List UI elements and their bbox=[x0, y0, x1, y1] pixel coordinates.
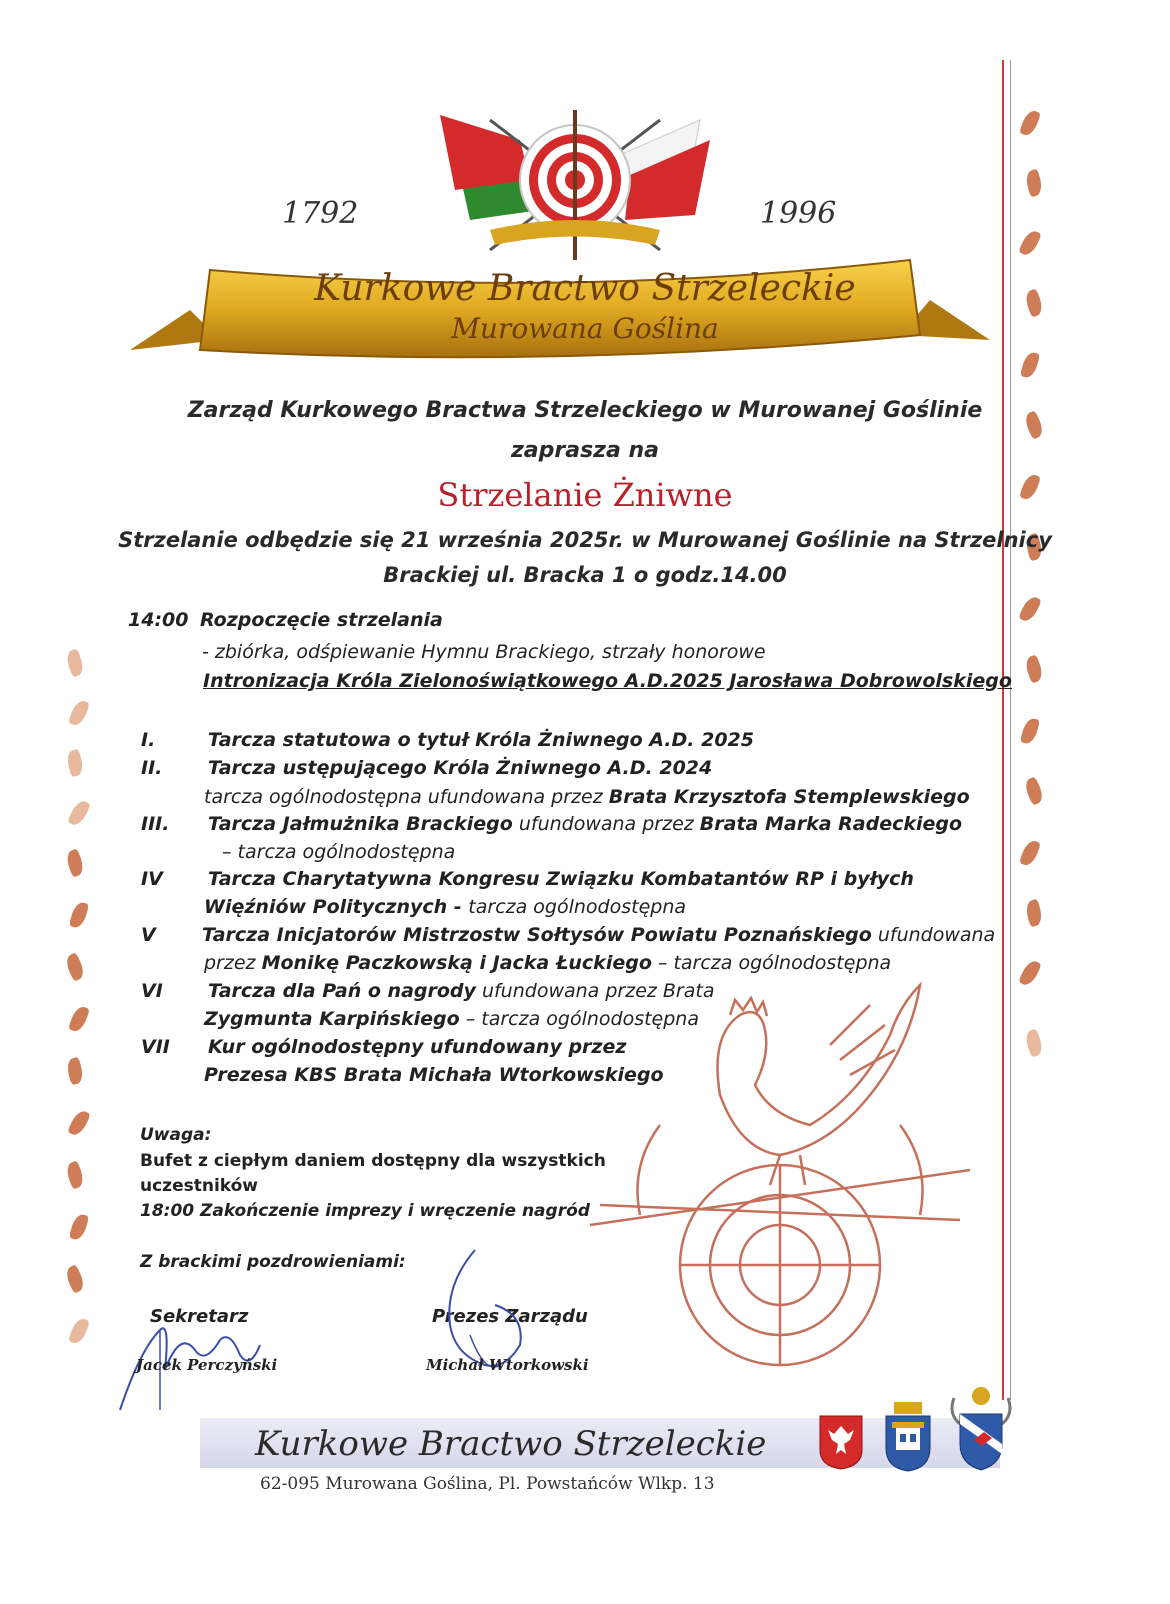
eagle-target-illustration bbox=[570, 975, 990, 1375]
target-subline: – tarcza ogólnodostępna bbox=[222, 841, 456, 863]
notes-label: Uwaga: bbox=[140, 1125, 212, 1145]
target-number: I. bbox=[141, 729, 156, 751]
target-number: II. bbox=[141, 757, 163, 779]
target-subline: tarcza ogólnodostępna ufundowana przez Brata Krzysztofa Stemplewskiego bbox=[204, 786, 970, 808]
greeting: Z brackimi pozdrowieniami: bbox=[140, 1252, 406, 1272]
footer-address: 62-095 Murowana Goślina, Pl. Powstańców Wlkp. 13 bbox=[260, 1474, 715, 1494]
target-subline: Więźniów Politycznych - tarcza ogólnodostępna bbox=[204, 896, 687, 918]
banner-title: Kurkowe Bractwo Strzeleckie bbox=[314, 268, 856, 309]
poland-eagle-crest-icon bbox=[818, 1414, 864, 1470]
intronization-line: Intronizacja Króla Zielonoświątkowego A.D.2025 Jarosława Dobrowolskiego bbox=[203, 670, 1012, 692]
target-title: Tarcza statutowa o tytuł Króla Żniwnego A.D. 2025 bbox=[208, 729, 754, 751]
target-subline: Zygmunta Karpińskiego – tarcza ogólnodostępna bbox=[204, 1008, 699, 1030]
notes-line3: 18:00 Zakończenie imprezy i wręczenie nagród bbox=[140, 1201, 590, 1221]
left-leaf-garland bbox=[60, 640, 100, 1360]
footer-org: Kurkowe Bractwo Strzeleckie bbox=[255, 1424, 767, 1464]
secretary-name: Jacek Perczyński bbox=[136, 1356, 278, 1374]
event-info-line1: Strzelanie odbędzie się 21 września 2025r. w Murowanej Goślinie na Strzelnicy bbox=[118, 528, 1052, 552]
secretary-role: Sekretarz bbox=[150, 1306, 249, 1327]
right-leaf-garland bbox=[1015, 90, 1055, 1090]
president-role: Prezes Zarządu bbox=[432, 1306, 588, 1327]
right-border-line-thin bbox=[1010, 60, 1011, 1400]
president-name: Michał Wtorkowski bbox=[426, 1356, 589, 1374]
schedule-details: - zbiórka, odśpiewanie Hymnu Brackiego, strzały honorowe bbox=[202, 641, 766, 663]
target-number: VII bbox=[141, 1036, 170, 1058]
target-subline: przez Monikę Paczkowską i Jacka Łuckiego – tarcza ogólnodostępna bbox=[204, 952, 892, 974]
target-title: Kur ogólnodostępny ufundowany przez bbox=[208, 1036, 627, 1058]
target-title: Tarcza Jałmużnika Brackiego ufundowana przez Brata Marka Radeckiego bbox=[208, 813, 963, 835]
murowana-goslina-crest-icon bbox=[946, 1384, 1016, 1474]
target-subline: Prezesa KBS Brata Michała Wtorkowskiego bbox=[204, 1064, 664, 1086]
year-right: 1996 bbox=[760, 196, 837, 231]
event-title: Strzelanie Żniwne bbox=[437, 476, 733, 514]
target-title: Tarcza Charytatywna Kongresu Związku Kombatantów RP i byłych bbox=[208, 868, 914, 890]
emblem-target-flags bbox=[430, 100, 720, 260]
right-border-line-red bbox=[1002, 60, 1004, 1400]
notes-line2: uczestników bbox=[140, 1176, 259, 1196]
target-title: Tarcza Inicjatorów Mistrzostw Sołtysów Powiatu Poznańskiego ufundowana bbox=[202, 924, 996, 946]
target-number: V bbox=[141, 924, 156, 946]
poznan-county-crest-icon bbox=[884, 1400, 932, 1472]
intro-line2: zaprasza na bbox=[510, 438, 659, 463]
schedule-title: Rozpoczęcie strzelania bbox=[200, 609, 443, 631]
target-title: Tarcza ustępującego Króla Żniwnego A.D. 2024 bbox=[208, 757, 713, 779]
notes-line1: Bufet z ciepłym daniem dostępny dla wszystkich bbox=[140, 1151, 606, 1171]
target-title: Tarcza dla Pań o nagrody ufundowana przez Brata bbox=[208, 980, 715, 1002]
intro-line1: Zarząd Kurkowego Bractwa Strzeleckiego w Murowanej Goślinie bbox=[187, 398, 983, 423]
banner-subtitle: Murowana Goślina bbox=[451, 312, 719, 345]
year-left: 1792 bbox=[282, 196, 359, 231]
target-number: III. bbox=[141, 813, 170, 835]
schedule-time: 14:00 bbox=[128, 609, 189, 631]
target-number: IV bbox=[141, 868, 163, 890]
target-number: VI bbox=[141, 980, 163, 1002]
event-info-line2: Brackiej ul. Bracka 1 o godz.14.00 bbox=[383, 563, 787, 587]
